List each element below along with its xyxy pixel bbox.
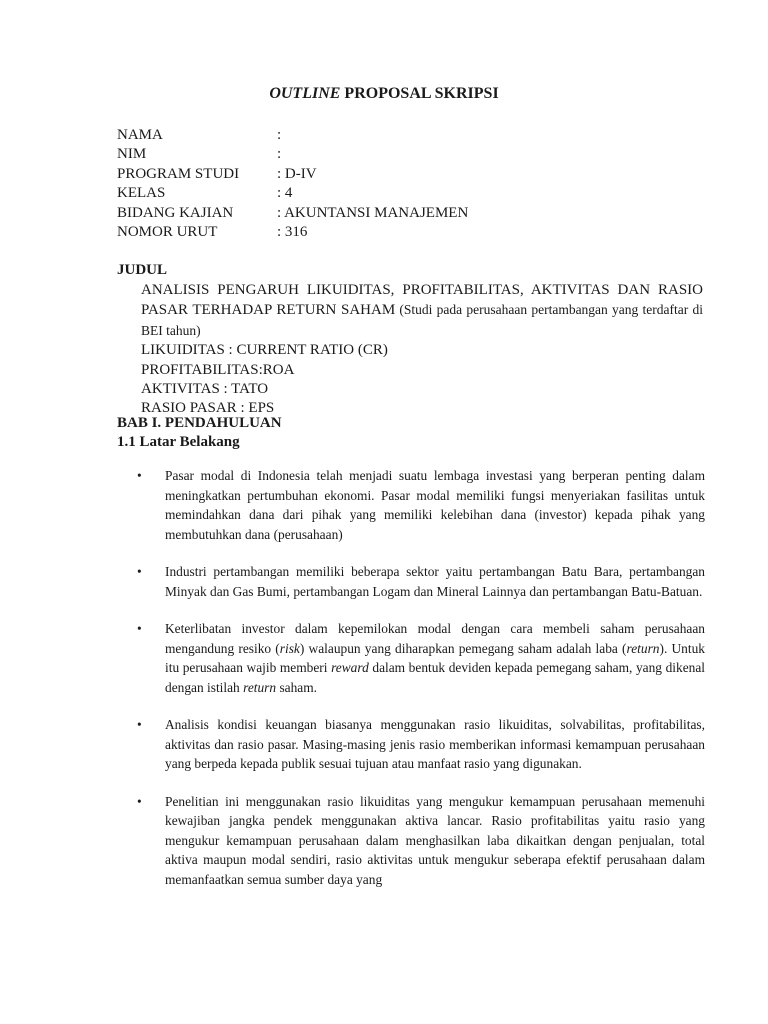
- judul-heading: JUDUL: [117, 262, 168, 278]
- judul-study: (Studi pada perusahaan pertambangan yang terdaftar di BEI tahun): [141, 302, 703, 338]
- bullet-icon: •: [137, 564, 142, 579]
- identity-value: : D-IV: [277, 165, 317, 182]
- identity-value: : 4: [277, 185, 293, 202]
- list-item: [137, 792, 705, 890]
- identity-label: NAMA: [117, 127, 163, 143]
- identity-row: [117, 184, 468, 203]
- identity-label: NIM: [117, 146, 147, 163]
- text-run: Keterlibatan investor dalam kepemilokan modal dengan cara membeli saham perusahaan mengandung resiko (: [165, 621, 705, 656]
- judul-line: AKTIVITAS : TATO: [141, 381, 269, 398]
- judul-body: [141, 281, 703, 419]
- identity-value: :: [277, 127, 282, 143]
- bullet-icon: •: [137, 717, 142, 732]
- identity-block: [117, 126, 468, 242]
- chapter-block: [117, 414, 282, 453]
- bullet-text: Industri pertambangan memiliki beberapa sektor yaitu pertambangan Batu Bara, pertambangan Minyak dan Gas Bumi, pertambangan Logam dan Mineral Lainnya dan pertambangan Batu-Batuan.: [165, 564, 705, 599]
- identity-label: KELAS: [117, 185, 166, 202]
- identity-row: [117, 165, 468, 184]
- list-item: [137, 562, 705, 601]
- judul-line: LIKUIDITAS : CURRENT RATIO (CR): [141, 342, 388, 359]
- judul-line: RASIO PASAR : EPS: [141, 400, 275, 417]
- bullet-text: [165, 621, 705, 695]
- text-run: dalam bentuk deviden kepada pemegang saham, yang dikenal dengan istilah: [165, 660, 705, 695]
- bullet-text: Penelitian ini menggunakan rasio likuiditas yang mengukur kemampuan perusahaan memenuhi kewajiban jangka pendek menggunakan aktiva lancar. Rasio profitabilitas yaitu rasio yang mengukur kemampuan perusahaan dalam menghasilkan laba dikaitkan dengan penjualan, total aktiva maupun modal sendiri, rasio aktivitas untuk mengukur seberapa efektif perusahaan dalam memanfaatkan semua sumber daya yang: [165, 793, 705, 887]
- document-title: [0, 85, 768, 103]
- judul-line: PROFITABILITAS:ROA: [141, 361, 295, 378]
- identity-row: [117, 126, 468, 145]
- identity-label: NOMOR URUT: [117, 223, 218, 240]
- identity-label: BIDANG KAJIAN: [117, 204, 234, 221]
- identity-value: : AKUNTANSI MANAJEMEN: [277, 204, 469, 221]
- bullet-list: [137, 466, 705, 907]
- bullet-icon: •: [137, 621, 142, 636]
- identity-label: PROGRAM STUDI: [117, 165, 240, 182]
- list-item: [137, 466, 705, 544]
- identity-value: : 316: [277, 223, 308, 240]
- identity-row: [117, 145, 468, 164]
- identity-row: [117, 223, 468, 242]
- title-rest: PROPOSAL SKRIPSI: [340, 85, 499, 102]
- bullet-icon: •: [137, 793, 142, 809]
- bullet-text: Analisis kondisi keuangan biasanya menggunakan rasio likuiditas, solvabilitas, profitabilitas, aktivitas dan rasio pasar. Masing-masing jenis rasio memberikan informasi kemampuan perusahaan yang berpeda kepada publik sesuai tujuan atau manfaat rasio yang digunakan.: [165, 717, 705, 771]
- section-heading: 1.1 Latar Belakang: [117, 434, 240, 451]
- text-run: ) walaupun yang diharapkan pemegang saham adalah laba (: [299, 640, 627, 656]
- italic-term: risk: [279, 640, 300, 656]
- list-item: [137, 715, 705, 774]
- identity-row: [117, 204, 468, 223]
- title-italic: OUTLINE: [269, 85, 341, 102]
- text-run: ). Untuk itu perusahaan wajib memberi: [165, 640, 705, 675]
- identity-value: :: [277, 146, 282, 163]
- italic-term: return: [243, 679, 277, 695]
- bullet-icon: •: [137, 468, 142, 483]
- chapter-heading: BAB I. PENDAHULUAN: [117, 415, 282, 431]
- italic-term: reward: [331, 660, 369, 675]
- italic-term: return: [626, 640, 660, 656]
- judul-title: [141, 281, 703, 341]
- list-item: [137, 619, 705, 697]
- bullet-text: Pasar modal di Indonesia telah menjadi suatu lembaga investasi yang berperan penting dalam meningkatkan pertumbuhan ekonomi. Pasar modal memiliki fungsi menyeriakan fasilitas untuk memindahkan dana dari pihak yang memiliki kelebihan dana (investor) kepada pihak yang membutuhkan dana (perusahaan): [165, 468, 705, 542]
- judul-main: ANALISIS PENGARUH LIKUIDITAS, PROFITABILITAS, AKTIVITAS DAN RASIO PASAR TERHADAP RETURN SAHAM: [141, 282, 703, 319]
- text-run: saham.: [276, 679, 317, 695]
